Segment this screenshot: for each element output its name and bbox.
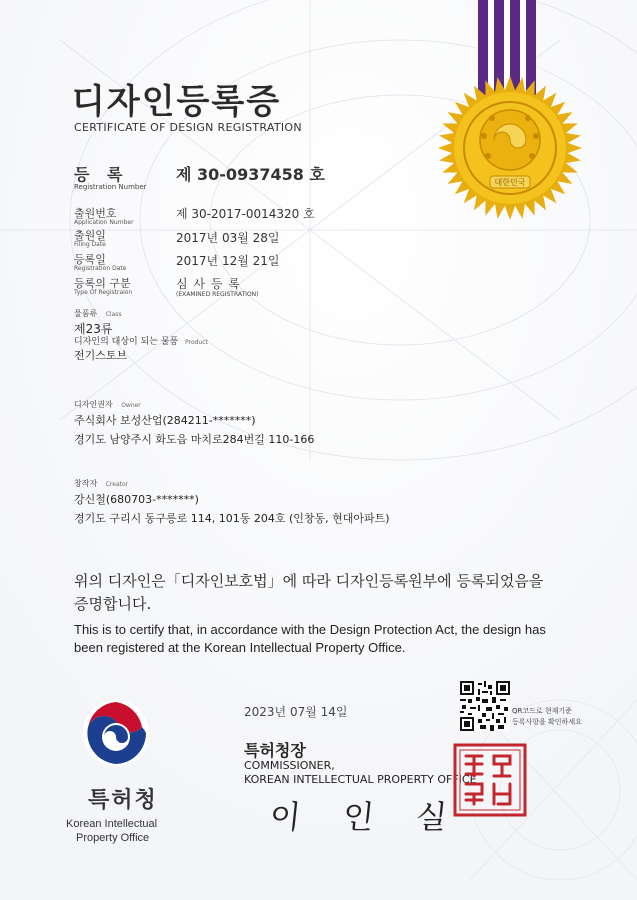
kipo-name-english-line-1: Korean Intellectual — [66, 818, 158, 830]
product-label — [74, 334, 208, 347]
owner-address: 경기도 남양주시 화도읍 마치로284번길 110-166 — [74, 433, 315, 446]
owner-name: 주식회사 보성산업(284211-*******) — [74, 414, 256, 427]
registration-type-english: (EXAMINED REGISTRATION) — [176, 291, 259, 298]
registration-number: 제 30-0937458 호 — [176, 165, 325, 184]
qr-note-line-2: 등록사항을 확인하세요 — [512, 718, 582, 726]
document-title-english: CERTIFICATE OF DESIGN REGISTRATION — [74, 121, 302, 134]
commissioner-en-line-1: COMMISSIONER, — [244, 759, 335, 772]
filing-date: 2017년 03월 28일 — [176, 231, 280, 245]
registration-label: 등 록 — [74, 165, 129, 184]
creator-label-ko: 창작자 — [74, 479, 98, 488]
field-label-english: Application Number — [74, 219, 134, 226]
creator-label-en: Creator — [105, 481, 129, 488]
medal-label: 대한민국 — [494, 178, 526, 187]
field-label-english: Type Of Registraion — [74, 289, 133, 296]
registration-label-english: Registration Number — [74, 183, 147, 191]
creator-name: 강신철(680703-*******) — [74, 493, 199, 506]
field-label: 등록의 구분 — [74, 277, 131, 290]
creator-address: 경기도 구리시 동구릉로 114, 101동 204호 (인창동, 현대아파트) — [74, 512, 390, 525]
seal-stamp-icon — [452, 742, 528, 818]
class-value: 제23류 — [74, 322, 113, 336]
commissioner-title: 특허청장 — [244, 741, 306, 760]
issue-date: 2023년 07월 14일 — [244, 705, 348, 719]
class-label-en: Class — [105, 311, 122, 318]
class-label-ko: 물품류 — [74, 309, 98, 318]
application-number: 제 30-2017-0014320 호 — [176, 207, 315, 221]
commissioner-en-line-2: KOREAN INTELLECTUAL PROPERTY OFFICE — [244, 773, 477, 786]
kipo-name-korean: 특허청 — [88, 788, 158, 813]
owner-label-en: Owner — [121, 402, 141, 409]
kipo-name-english-line-2: Property Office — [76, 832, 150, 844]
statement-english-line-2: been registered at the Korean Intellectual Property Office. — [74, 640, 406, 655]
field-label-english: Filing Date — [74, 241, 106, 248]
owner-label-ko: 디자인권자 — [74, 400, 113, 409]
product-label-en: Product — [185, 339, 208, 346]
product-value: 전기스토브 — [74, 349, 128, 362]
registration-date: 2017년 12월 21일 — [176, 254, 280, 268]
field-label: 출원번호 — [74, 207, 117, 220]
signature: 이 인 실 — [267, 798, 465, 836]
class-label — [74, 308, 122, 319]
owner-label — [74, 399, 141, 410]
field-label: 출원일 — [74, 229, 106, 242]
statement-korean-line-1: 위의 디자인은「디자인보호법」에 따라 디자인등록원부에 등록되었음을 — [74, 572, 544, 590]
creator-label — [74, 478, 128, 489]
medal-icon — [430, 0, 600, 230]
kipo-logo-icon — [80, 697, 152, 769]
field-label: 등록일 — [74, 253, 106, 266]
qr-note-line-1: QR코드로 현재기준 — [512, 707, 572, 715]
qr-code-icon — [460, 681, 510, 731]
document-title: 디자인등록증 — [72, 82, 282, 122]
statement-korean-line-2: 증명합니다. — [74, 595, 152, 613]
product-label-ko: 디자인의 대상이 되는 물품 — [74, 337, 179, 347]
field-label-english: Registration Date — [74, 265, 127, 272]
statement-english-line-1: This is to certify that, in accordance with the Design Protection Act, the design has — [74, 622, 546, 637]
seal-text: 특허청장인 — [487, 816, 493, 817]
registration-type: 심 사 등 록 — [176, 277, 241, 291]
